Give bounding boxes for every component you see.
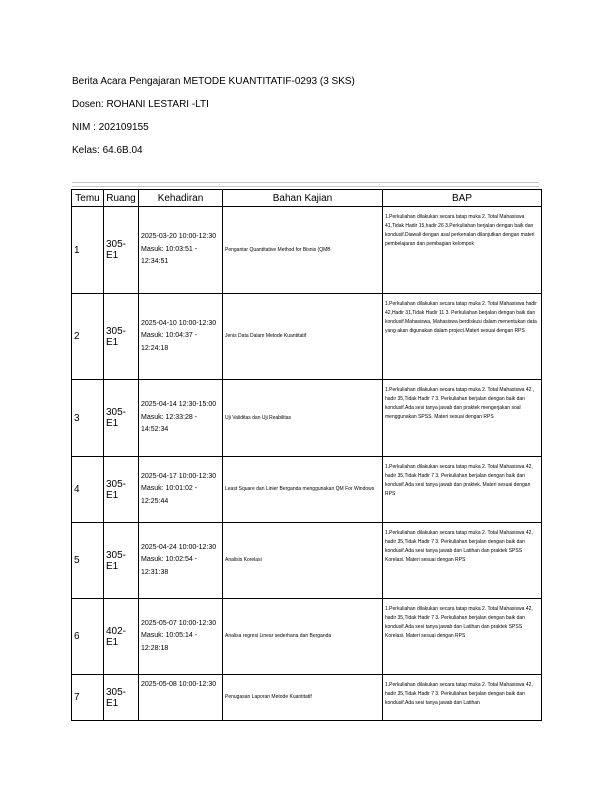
topic-cell: Analisis Korelasi — [223, 523, 383, 599]
table-row — [72, 380, 542, 457]
attendance-cell — [139, 675, 223, 721]
topic-cell: Uji Validitas dan Uji Reabilitas — [223, 380, 383, 457]
meeting-number: 5 — [72, 523, 104, 599]
room-cell: 305-E1 — [104, 457, 139, 523]
checkin-text: Masuk: 10:02:54 - 12:31:38 — [141, 556, 198, 576]
table-row — [72, 675, 542, 721]
room-cell: 305-E1 — [104, 523, 139, 599]
bap-cell: 1.Perkuliahan dilakukan secara tatap muka 2. Total Mahasiswa 42, hadir 35,Tidak Hadir 7 3. Perkuliahan berjalan dengan baik dan kondusif.Ada sesi tanya jawab dan Latihan dan praktek SPSS Korelasi. Materi sesuai dengan RPS — [383, 523, 542, 599]
room-cell: 305-E1 — [104, 675, 139, 721]
checkin-text: Masuk: 12:33:28 - 14:52:34 — [141, 413, 198, 434]
checkin-text: Masuk: 10:01:02 - 12:25:44 — [141, 485, 198, 505]
document-header — [72, 76, 355, 168]
bap-cell: 1.Perkuliahan dilakukan secara tatap muka 2. Total Mahasiswa 42, hadir 35,Tidak Hadir 7 3. Perkuliahan berjalan dengan baik dan kondusif.Ada sesi tanya jawab dan praktek. Materi sesuai dengan RPS — [383, 457, 542, 523]
header-rule-top — [72, 182, 539, 183]
topic-cell: Jenis Data Dalam Metode Kuantitatif — [223, 294, 383, 380]
meeting-number: 6 — [72, 599, 104, 675]
checkin-text: Masuk: 10:04:37 - 12:24:18 — [141, 332, 198, 352]
meeting-number: 4 — [72, 457, 104, 523]
attendance-cell — [139, 599, 223, 675]
schedule-text: 2025-04-10 10:00-12:30 — [141, 319, 217, 327]
checkin-text: Masuk: 10:05:14 - 12:28:18 — [141, 632, 198, 652]
schedule-text: 2025-04-14 12:30-15:00 — [141, 401, 217, 409]
room-cell: 305-E1 — [104, 294, 139, 380]
checkin-text: Masuk: 10:03:51 - 12:34:51 — [141, 245, 198, 266]
attendance-cell — [139, 207, 223, 294]
col-header-room: Ruang — [104, 190, 139, 207]
table-row — [72, 599, 542, 675]
attendance-cell — [139, 380, 223, 457]
meeting-number: 2 — [72, 294, 104, 380]
bap-cell: 1.Perkuliahan dilakukan secara tatap muka 2. Total Mahasiswa 42 , hadir 35,Tidak Hadir 7 3. Perkuliahan berjalan dengan baik dan kondusif.Ada sesi tanya jawab dan praktek mengerjakan soal menggunakan SPSS. Materi sesuai dengan RPS — [383, 380, 542, 457]
topic-cell: Pengantar Quantitative Method for Bisnis (QMB — [223, 207, 383, 294]
topic-cell: Analisa regresi Linear sederhana dan Berganda — [223, 599, 383, 675]
attendance-cell — [139, 457, 223, 523]
table-row — [72, 207, 542, 294]
table-row — [72, 523, 542, 599]
table-row — [72, 294, 542, 380]
bap-cell: 1.Perkuliahan dilakukan secara tatap muka 2. Total Mahasiswa 41,Tidak Hadir 15,hadir 26 3.Perkuliahan berjalan dengan baik dan kondusif.Diawali dengan asal perkenalan dilanjutkan dengan materi pembelajaran dan pembagian kelompok — [383, 207, 542, 294]
col-header-meeting: Temu — [72, 190, 104, 207]
attendance-cell — [139, 294, 223, 380]
nim-line: NIM : 202109155 — [72, 122, 149, 133]
meeting-number: 3 — [72, 380, 104, 457]
bap-cell: 1.Perkuliahan dilakukan secara tatap muka 2. Total Mahasiswa 42, hadir 35,Tidak Hadir 7 3. Perkuliahan berjalan dengan baik dan kondusif.Ada sesi tanya jawab dan Latihan — [383, 675, 542, 721]
topic-cell: Least Square dan Linier Berganda menggunakan QM For Windows — [223, 457, 383, 523]
schedule-text: 2025-05-08 10:00-12:30 — [141, 681, 217, 688]
schedule-text: 2025-03-20 10:00-12:30 — [141, 233, 217, 241]
col-header-bap: BAP — [383, 190, 542, 207]
class-line: Kelas: 64.6B.04 — [72, 145, 143, 156]
room-cell: 305-E1 — [104, 207, 139, 294]
attendance-cell — [139, 523, 223, 599]
bap-cell: 1.Perkuliahan dilakukan secara tatap muka 2. Total Mahasiswa 42, hadir 35,Tidak Hadir 7 3. Perkuliahan berjalan dengan baik dan kondusif.Ada sesi tanya jawab dan Latihan dan praktek SPSS Korelasi. Materi sesuai dengan RPS — [383, 599, 542, 675]
schedule-text: 2025-05-07 10:00-12:30 — [141, 619, 217, 627]
teaching-record-table — [71, 189, 542, 721]
table-row — [72, 457, 542, 523]
bap-cell: 1.Perkuliahan dilakukan secara tatap muka 2. Total Mahasiswa hadir 42,Hadir 31,Tidak Hadir 11 3. Perkuliahan berjalan dengan baik dan kondusif.Mahasiswa, Mahasiswa berdiskusi dalam menentukan data yang akan digunakan dalam project.Materi sesuai dengan RPS — [383, 294, 542, 380]
document-title: Berita Acara Pengajaran METODE KUANTITATIF-0293 (3 SKS) — [72, 76, 355, 87]
room-cell: 402-E1 — [104, 599, 139, 675]
meeting-number: 1 — [72, 207, 104, 294]
lecturer-line: Dosen: ROHANI LESTARI -LTI — [72, 99, 209, 110]
col-header-attendance: Kehadiran — [139, 190, 223, 207]
room-cell: 305-E1 — [104, 380, 139, 457]
schedule-text: 2025-04-24 10:00-12:30 — [141, 543, 217, 551]
table-header-row — [72, 190, 542, 207]
meeting-number: 7 — [72, 675, 104, 721]
topic-cell: Penugasan Laporan Metode Kuantitatif — [223, 675, 383, 721]
schedule-text: 2025-04-17 10:00-12:30 — [141, 472, 217, 480]
header-rule-bottom — [72, 186, 539, 187]
col-header-topic: Bahan Kajian — [223, 190, 383, 207]
